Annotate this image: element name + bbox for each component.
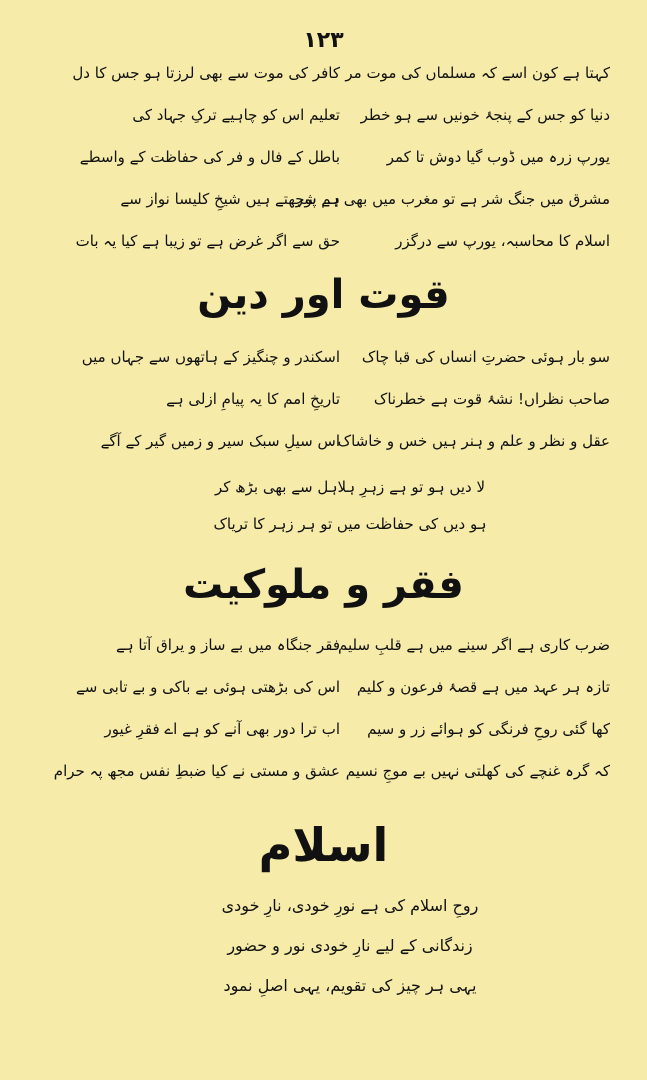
- misra-first: عشق و مستی نے کیا ضبطِ نفس مجھ پہ حرام: [53, 762, 340, 780]
- misra-first: تعلیم اس کو چاہیے ترکِ جہاد کی: [132, 106, 340, 124]
- couplet: [90, 178, 610, 220]
- misra-second: کہ گرہ غنچے کی کھلتی نہیں بے موجِ نسیم: [345, 762, 610, 780]
- poem-section-1: [72, 52, 610, 262]
- couplet: [76, 666, 610, 708]
- misra-second: مشرق میں جنگ شر ہے تو مغرب میں بھی ہے شر: [295, 190, 610, 208]
- poem-title-islam: اسلام: [258, 818, 389, 872]
- couplet: [90, 624, 610, 666]
- misra-first: اب ترا دور بھی آنے کو ہے اے فقرِ غیور: [104, 720, 340, 738]
- misra-second: عقل و نظر و علم و ہنر ہیں خس و خاشاک: [337, 432, 610, 450]
- misra-second: کھا گئی روحِ فرنگی کو ہوائے زر و سیم: [367, 720, 610, 738]
- misra-first: اس سیلِ سبک سیر و زمیں گیر کے آگے: [100, 432, 340, 450]
- poem-section-3: [53, 624, 610, 792]
- verse-line: روحِ اسلام کی ہے نورِ خودی، نارِ خودی: [221, 896, 479, 915]
- misra-second: صاحب نظراں! نشۂ قوت ہے خطرناک: [373, 390, 610, 408]
- misra-first: اسکندر و چنگیز کے ہاتھوں سے جہاں میں: [81, 348, 340, 366]
- misra-first: اس کی بڑھتی ہوئی بے باکی و بے تابی سے: [76, 678, 340, 696]
- couplet: [75, 220, 610, 262]
- couplet: [90, 378, 610, 420]
- couplet: [79, 136, 610, 178]
- misra-first: کافر کی موت سے بھی لرزتا ہو جس کا دل: [72, 64, 340, 82]
- misra-second: کہتا ہے کون اسے کہ مسلماں کی موت مر: [345, 64, 610, 82]
- misra-first: تاریخِ امم کا یہ پیامِ ازلی ہے: [166, 390, 340, 408]
- misra-second: یورپ زرہ میں ڈوب گیا دوش تا کمر: [386, 148, 610, 166]
- couplet: [90, 94, 610, 136]
- misra-first: ہم پوچھتے ہیں شیخِ کلیسا نواز سے: [120, 190, 340, 208]
- misra-first: باطل کے فال و فر کی حفاظت کے واسطے: [79, 148, 340, 166]
- verse-line: زندگانی کے لیے نارِ خودی نور و حضور: [227, 936, 473, 955]
- verse-line: یہی ہر چیز کی تقویم، یہی اصلِ نمود: [223, 976, 477, 995]
- couplet: [72, 52, 610, 94]
- couplet: [90, 708, 610, 750]
- misra-second: ضرب کاری ہے اگر سینے میں ہے قلبِ سلیم: [337, 636, 610, 654]
- poem-title-faqr-o-mulookiyat: فقر و ملوکیت: [183, 562, 464, 608]
- misra-first: حق سے اگر غرض ہے تو زیبا ہے کیا یہ بات: [75, 232, 340, 250]
- final-line: لا دیں ہو تو ہے زہرِ ہلاہل سے بھی بڑھ کر: [214, 478, 486, 496]
- couplet: [81, 336, 610, 378]
- misra-second: سو بار ہوئی حضرتِ انساں کی قبا چاک: [361, 348, 610, 366]
- final-line: ہو دیں کی حفاظت میں تو ہر زہر کا تریاک: [213, 515, 487, 533]
- couplet: [90, 420, 610, 462]
- misra-first: فقر جنگاہ میں بے ساز و یراق آتا ہے: [116, 636, 340, 654]
- misra-second: اسلام کا محاسبہ، یورپ سے درگزر: [395, 232, 610, 250]
- misra-second: تازہ ہر عہد میں ہے قصۂ فرعون و کلیم: [356, 678, 610, 696]
- poem-section-2: [81, 336, 610, 462]
- page-number: ١٢٣: [303, 28, 344, 53]
- couplet: [53, 750, 610, 792]
- misra-second: دنیا کو جس کے پنجۂ خونیں سے ہو خطر: [360, 106, 610, 124]
- poem-title-quwwat-aur-deen: قوت اور دین: [197, 272, 450, 318]
